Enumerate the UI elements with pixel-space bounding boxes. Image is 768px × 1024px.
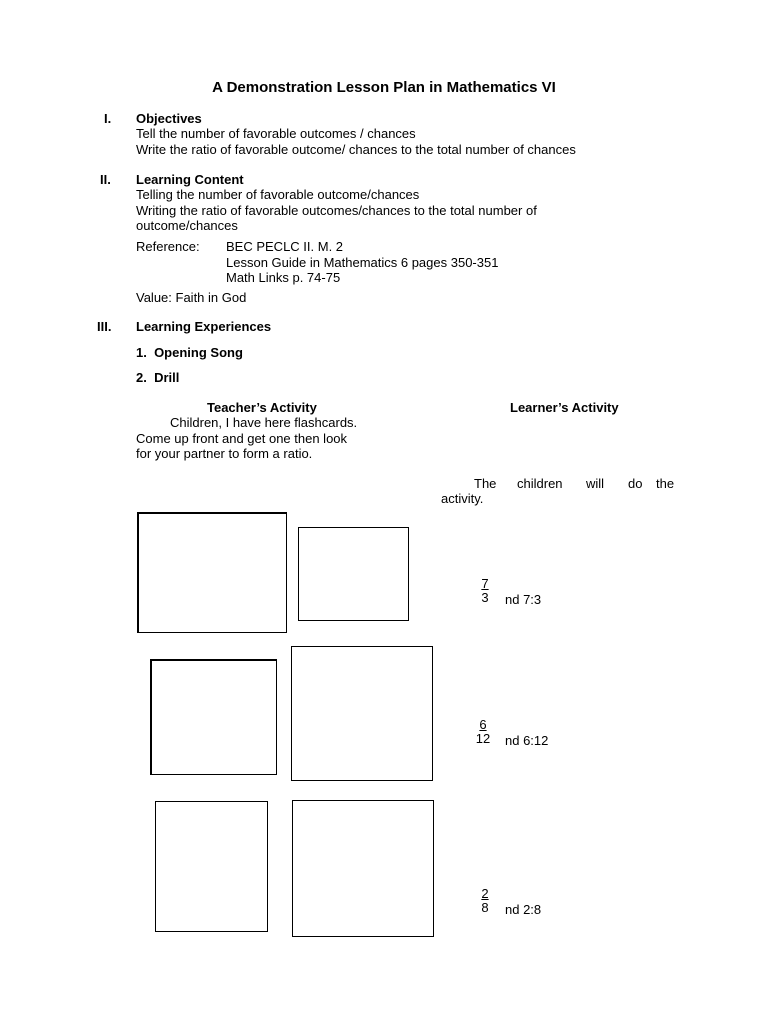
- flashcard-box: [150, 659, 277, 775]
- fraction-denominator: 8: [481, 900, 489, 915]
- learner-word: children: [517, 476, 563, 491]
- objective-line: Write the ratio of favorable outcome/ chances to the total number of chances: [136, 142, 576, 157]
- teacher-line: for your partner to form a ratio.: [136, 446, 313, 461]
- ratio-fraction: [474, 718, 492, 746]
- ratio-fraction: [476, 577, 494, 605]
- section-numeral-objectives: I.: [104, 111, 112, 126]
- section-heading-content: Learning Content: [136, 172, 244, 187]
- fraction-denominator: 3: [481, 590, 489, 605]
- reference-label: Reference:: [136, 239, 200, 254]
- flashcard-box: [137, 512, 287, 633]
- learner-line: activity.: [441, 491, 484, 506]
- learner-word: The: [474, 476, 497, 491]
- content-line: Telling the number of favorable outcome/chances: [136, 187, 420, 202]
- learner-activity-heading: Learner’s Activity: [510, 400, 619, 415]
- objective-line: Tell the number of favorable outcomes / chances: [136, 126, 416, 141]
- teacher-line: Come up front and get one then look: [136, 431, 348, 446]
- section-heading-experiences: Learning Experiences: [136, 319, 272, 334]
- flashcard-box: [298, 527, 409, 621]
- flashcard-box: [291, 646, 433, 781]
- flashcard-box: [155, 801, 268, 932]
- teacher-line: Children, I have here flashcards.: [170, 415, 358, 430]
- value-line: Value: Faith in God: [136, 290, 247, 305]
- section-heading-objectives: Objectives: [136, 111, 202, 126]
- flashcard-box: [292, 800, 434, 937]
- step-opening-song: 1. Opening Song: [136, 345, 243, 360]
- learner-word: the: [656, 476, 675, 491]
- ratio-fraction: [476, 887, 494, 915]
- content-line: outcome/chances: [136, 218, 238, 233]
- content-line: Writing the ratio of favorable outcomes/chances to the total number of: [136, 203, 537, 218]
- reference-item: BEC PECLC II. M. 2: [226, 239, 344, 254]
- learner-word: do: [628, 476, 643, 491]
- ratio-text: nd 7:3: [505, 592, 542, 607]
- fraction-numerator: 6: [479, 717, 487, 732]
- reference-item: Math Links p. 74-75: [226, 270, 341, 285]
- section-numeral-content: II.: [100, 172, 111, 187]
- page-title: A Demonstration Lesson Plan in Mathematics VI: [212, 79, 556, 96]
- ratio-text: nd 6:12: [505, 733, 549, 748]
- fraction-numerator: 7: [481, 576, 489, 591]
- section-numeral-experiences: III.: [97, 319, 112, 334]
- fraction-denominator: 12: [475, 731, 491, 746]
- step-drill: 2. Drill: [136, 370, 180, 385]
- ratio-text: nd 2:8: [505, 902, 542, 917]
- reference-item: Lesson Guide in Mathematics 6 pages 350-351: [226, 255, 499, 270]
- fraction-numerator: 2: [481, 886, 489, 901]
- learner-word: will: [586, 476, 605, 491]
- teacher-activity-heading: Teacher’s Activity: [207, 400, 317, 415]
